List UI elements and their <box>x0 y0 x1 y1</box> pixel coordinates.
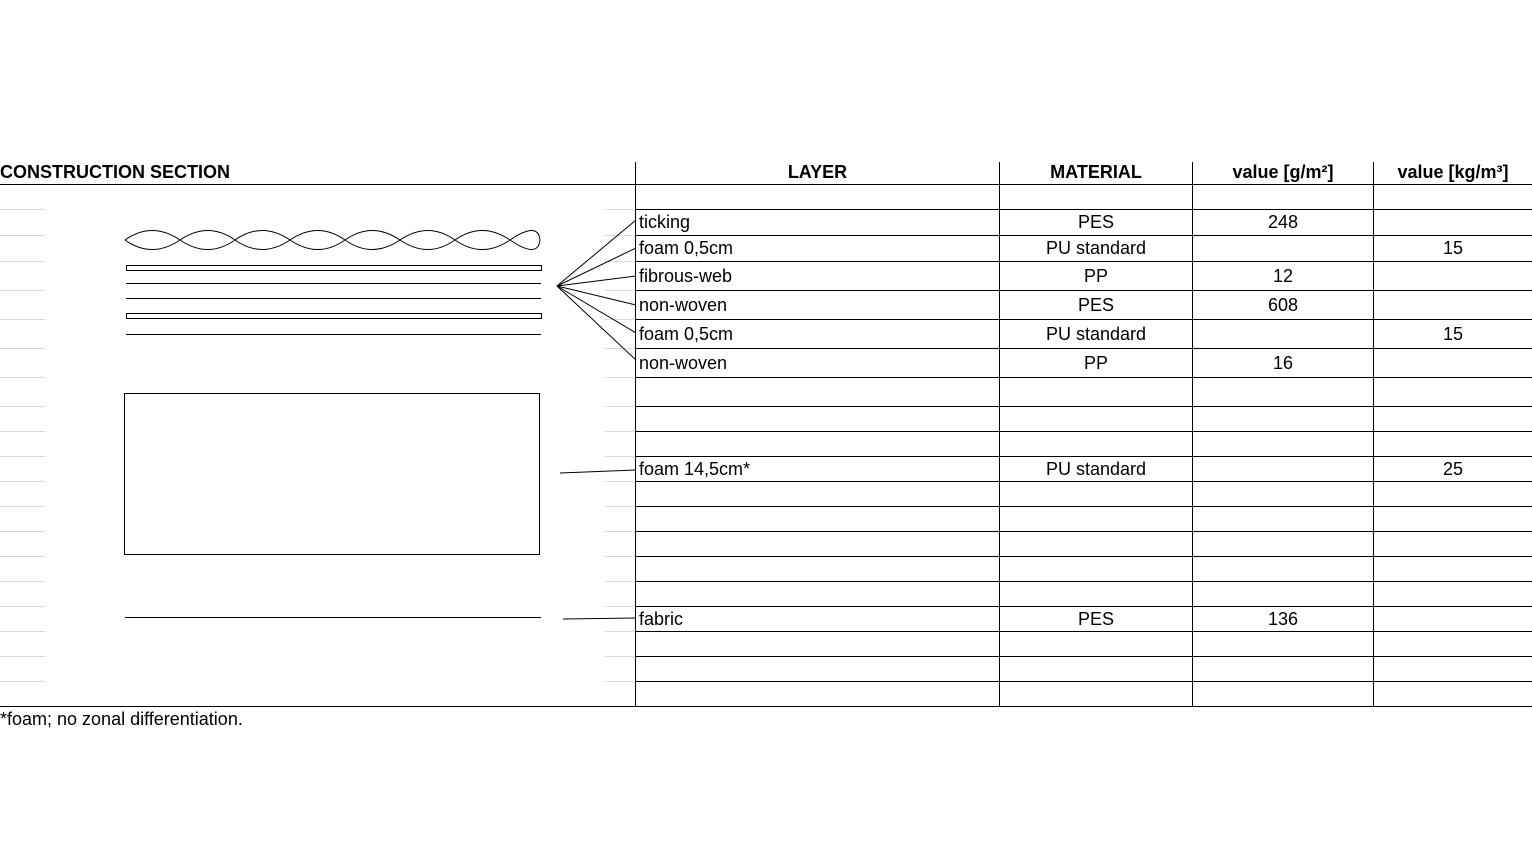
cell-layer: foam 0,5cm <box>639 238 734 258</box>
footnote: *foam; no zonal differentiation. <box>0 709 243 729</box>
cell-layer: non-woven <box>639 294 728 315</box>
cell-material: PP <box>1083 265 1108 286</box>
cell-value-g-m2: 136 <box>1267 608 1299 629</box>
column-header-layer: LAYER <box>787 162 848 182</box>
cell-layer: fabric <box>639 608 684 629</box>
column-header-material: MATERIAL <box>1050 162 1142 182</box>
cell-material: PU standard <box>1045 238 1147 258</box>
cell-layer: non-woven <box>639 352 728 373</box>
cell-value-g-m2: 16 <box>1272 352 1294 373</box>
cell-material: PES <box>1077 294 1115 315</box>
foam-core-shape <box>125 394 540 555</box>
cell-layer: foam 14,5cm* <box>639 458 751 479</box>
cell-layer: ticking <box>639 212 691 232</box>
cell-material: PU standard <box>1045 323 1147 344</box>
column-header-value-kg-m3: value [kg/m³] <box>1397 162 1509 182</box>
foam-thin-layer-shape <box>127 266 542 271</box>
cell-value-kg-m3: 25 <box>1442 458 1464 479</box>
cell-layer: fibrous-web <box>639 265 733 286</box>
cell-value-g-m2: 608 <box>1267 294 1299 315</box>
section-title: CONSTRUCTION SECTION <box>0 162 231 182</box>
cell-material: PP <box>1083 352 1108 373</box>
construction-drawing <box>125 220 637 619</box>
cell-layer: foam 0,5cm <box>639 323 734 344</box>
ticking-quilt-shape <box>125 231 540 250</box>
foam-thin-layer-shape <box>127 314 542 319</box>
cell-value-g-m2: 248 <box>1267 212 1299 232</box>
cell-material: PES <box>1077 212 1115 232</box>
cell-material: PES <box>1077 608 1115 629</box>
column-header-value-g-m2: value [g/m²] <box>1232 162 1334 182</box>
cell-value-g-m2: 12 <box>1272 265 1294 286</box>
cell-value-kg-m3: 15 <box>1442 323 1464 344</box>
cell-material: PU standard <box>1045 458 1147 479</box>
cell-value-kg-m3: 15 <box>1442 238 1464 258</box>
leader-lines <box>557 220 636 619</box>
